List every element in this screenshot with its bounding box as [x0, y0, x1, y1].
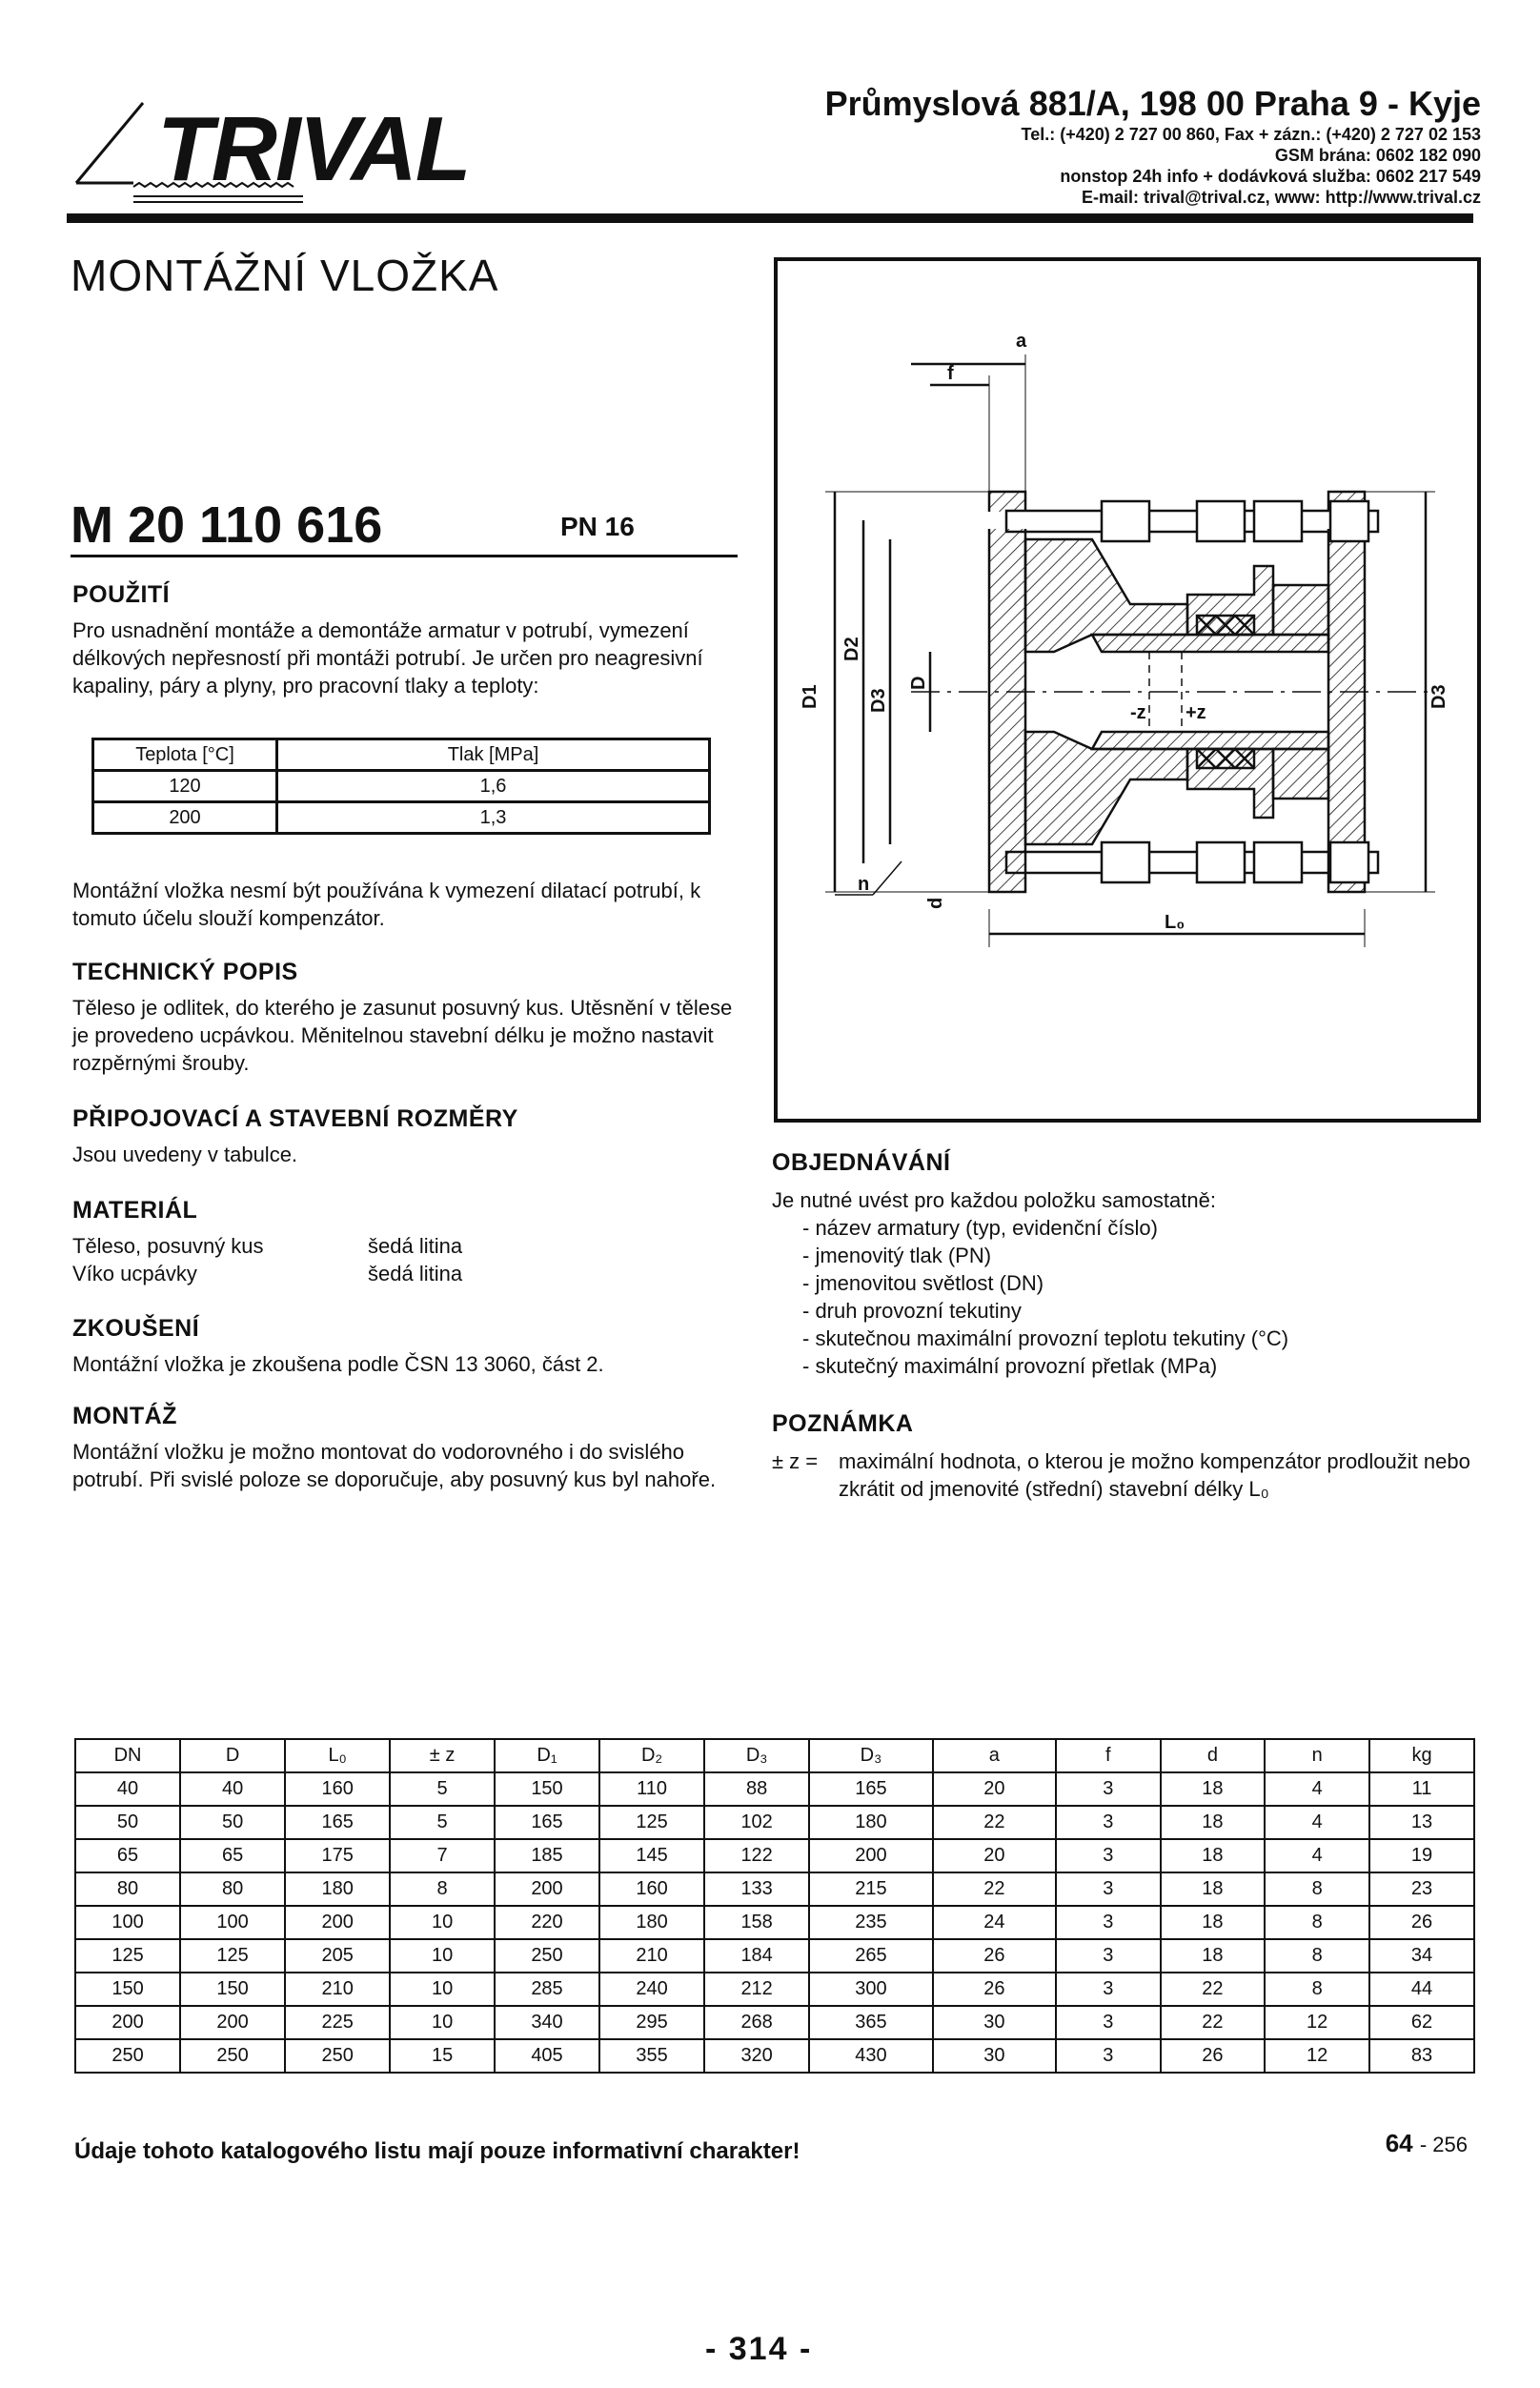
table-cell: 133 — [704, 1872, 809, 1906]
label-d2: D2 — [841, 637, 862, 661]
table-cell: 200 — [75, 2006, 180, 2039]
table-cell: 212 — [704, 1973, 809, 2006]
table-row — [75, 2006, 1474, 2039]
section-text: Jsou uvedeny v tabulce. — [72, 1143, 298, 1166]
table-cell: 210 — [599, 1939, 704, 1973]
table-cell: 10 — [390, 1973, 495, 2006]
table-header: Tlak [MPa] — [277, 739, 710, 771]
list-item: - skutečný maximální provozní přetlak (MPa) — [802, 1354, 1218, 1378]
warning-text: Montážní vložka nesmí být používána k vymezení dilatací potrubí, k tomuto účelu slouží kompenzátor. — [72, 879, 701, 930]
table-row — [75, 1772, 1474, 1806]
table-header: D₂ — [599, 1739, 704, 1772]
table-header: D₁ — [495, 1739, 599, 1772]
list-item: - název armatury (typ, evidenční číslo) — [802, 1216, 1158, 1240]
table-cell: 18 — [1161, 1906, 1266, 1939]
table-cell: 100 — [180, 1906, 285, 1939]
technical-drawing — [774, 257, 1481, 1123]
label-plus-z: +z — [1185, 702, 1206, 723]
table-header: L₀ — [285, 1739, 390, 1772]
table-header: d — [1161, 1739, 1266, 1772]
table-cell: 18 — [1161, 1939, 1266, 1973]
label-d3: D3 — [868, 688, 889, 713]
table-cell: 8 — [1265, 1872, 1369, 1906]
table-row — [75, 1806, 1474, 1839]
section-zkouseni — [72, 1315, 740, 1378]
table-cell: 220 — [495, 1906, 599, 1939]
table-header: DN — [75, 1739, 180, 1772]
table-cell: 4 — [1265, 1806, 1369, 1839]
table-cell: 8 — [1265, 1973, 1369, 2006]
table-cell: 3 — [1056, 1973, 1161, 2006]
table-cell: 125 — [599, 1806, 704, 1839]
assembly-drawing — [778, 261, 1477, 1119]
table-cell: 65 — [180, 1839, 285, 1872]
table-cell: 26 — [933, 1973, 1056, 2006]
contact-line: GSM brána: 0602 182 090 — [1274, 146, 1481, 165]
note-row — [772, 1447, 1477, 1503]
table-cell: 165 — [809, 1772, 933, 1806]
table-cell: 205 — [285, 1939, 390, 1973]
table-cell: 3 — [1056, 2006, 1161, 2039]
contact-line: Tel.: (+420) 2 727 00 860, Fax + zázn.: (+420) 2 727 02 153 — [1021, 125, 1481, 144]
material-value: šedá litina — [368, 1262, 463, 1285]
product-rule — [71, 555, 738, 557]
table-cell: 3 — [1056, 1939, 1161, 1973]
table-cell: 26 — [1161, 2039, 1266, 2073]
table-row — [93, 802, 710, 834]
table-header-row — [93, 739, 710, 771]
material-value: šedá litina — [368, 1234, 463, 1258]
section-poznamka — [772, 1410, 1477, 1503]
table-header: ± z — [390, 1739, 495, 1772]
table-cell: 120 — [93, 771, 277, 802]
section-heading: PŘIPOJOVACÍ A STAVEBNÍ ROZMĚRY — [72, 1105, 518, 1132]
table-cell: 7 — [390, 1839, 495, 1872]
table-row — [75, 1906, 1474, 1939]
section-heading: OBJEDNÁVÁNÍ — [772, 1149, 951, 1176]
table-cell: 4 — [1265, 1772, 1369, 1806]
section-text: Montážní vložku je možno montovat do vodorovného i do svislého potrubí. Při svislé poloze se doporučuje, aby posuvný kus byl nahoře. — [72, 1440, 717, 1491]
table-cell: 88 — [704, 1772, 809, 1806]
table-cell: 320 — [704, 2039, 809, 2073]
section-intro: Je nutné uvést pro každou položku samostatně: — [772, 1188, 1216, 1212]
header-rule — [67, 213, 1473, 223]
table-row — [75, 1939, 1474, 1973]
company-address: Průmyslová 881/A, 198 00 Praha 9 - Kyje — [824, 84, 1481, 123]
table-cell: 30 — [933, 2039, 1056, 2073]
table-cell: 184 — [704, 1939, 809, 1973]
table-cell: 160 — [285, 1772, 390, 1806]
table-row — [75, 2039, 1474, 2073]
table-cell: 200 — [93, 802, 277, 834]
table-cell: 3 — [1056, 1872, 1161, 1906]
section-objednavani — [772, 1149, 1477, 1380]
table-cell: 11 — [1369, 1772, 1474, 1806]
table-cell: 26 — [933, 1939, 1056, 1973]
list-item: - jmenovitou světlost (DN) — [802, 1271, 1044, 1295]
table-cell: 150 — [75, 1973, 180, 2006]
table-cell: 150 — [495, 1772, 599, 1806]
table-cell: 240 — [599, 1973, 704, 2006]
note-symbol: ± z = — [772, 1449, 819, 1473]
table-cell: 150 — [180, 1973, 285, 2006]
table-cell: 65 — [75, 1839, 180, 1872]
table-cell: 12 — [1265, 2039, 1369, 2073]
table-header: n — [1265, 1739, 1369, 1772]
table-cell: 83 — [1369, 2039, 1474, 2073]
footer-note: Údaje tohoto katalogového listu mají pouze informativní charakter! — [74, 2138, 800, 2164]
table-cell: 18 — [1161, 1872, 1266, 1906]
table-header: D — [180, 1739, 285, 1772]
section-pripojovaci — [72, 1105, 740, 1168]
section-text: Pro usnadnění montáže a demontáže armatur v potrubí, vymezení délkových nepřesností při montáži potrubí. Je určen pro neagresivní kapaliny, páry a plyny, pro pracovní tlaky a teploty: — [72, 618, 703, 698]
list-item: - druh provozní tekutiny — [802, 1299, 1022, 1323]
dimensions-table — [74, 1738, 1475, 2074]
table-header: D₃ — [809, 1739, 933, 1772]
table-cell: 34 — [1369, 1939, 1474, 1973]
table-cell: 125 — [180, 1939, 285, 1973]
table-cell: 80 — [75, 1872, 180, 1906]
page-code-sub: - 256 — [1419, 2133, 1468, 2156]
table-cell: 24 — [933, 1906, 1056, 1939]
label-f: f — [947, 363, 954, 384]
page-code — [1386, 2129, 1468, 2158]
table-cell: 10 — [390, 1906, 495, 1939]
table-header-row — [75, 1739, 1474, 1772]
table-row — [93, 771, 710, 802]
table-cell: 5 — [390, 1772, 495, 1806]
section-pouziti — [72, 581, 740, 699]
section-heading: POZNÁMKA — [772, 1410, 914, 1437]
table-cell: 268 — [704, 2006, 809, 2039]
page-number: - 314 - — [705, 2331, 813, 2367]
table-cell: 122 — [704, 1839, 809, 1872]
label-l0: L₀ — [1165, 912, 1185, 933]
material-part: Víko ucpávky — [72, 1262, 197, 1285]
table-cell: 180 — [599, 1906, 704, 1939]
table-cell: 285 — [495, 1973, 599, 2006]
table-cell: 50 — [75, 1806, 180, 1839]
table-cell: 44 — [1369, 1973, 1474, 2006]
product-code: M 20 110 616 — [71, 496, 383, 554]
order-list — [772, 1214, 1477, 1380]
material-part: Těleso, posuvný kus — [72, 1234, 264, 1258]
note-text: maximální hodnota, o kterou je možno kompenzátor prodloužit nebo zkrátit od jmenovité (střední) stavební délky L₀ — [839, 1449, 1470, 1501]
table-cell: 12 — [1265, 2006, 1369, 2039]
trival-logo — [67, 95, 470, 210]
table-cell: 160 — [599, 1872, 704, 1906]
table-cell: 3 — [1056, 1906, 1161, 1939]
table-cell: 8 — [390, 1872, 495, 1906]
pressure-nominal: PN 16 — [560, 512, 635, 541]
section-heading: POUŽITÍ — [72, 581, 171, 608]
section-text: Těleso je odlitek, do kterého je zasunut posuvný kus. Utěsnění v tělese je provedeno ucpávkou. Měnitelnou stavební délku je možno nastavit rozpěrnými šrouby. — [72, 996, 733, 1075]
table-cell: 15 — [390, 2039, 495, 2073]
drawing-geometry — [825, 354, 1435, 947]
table-cell: 165 — [495, 1806, 599, 1839]
table-cell: 13 — [1369, 1806, 1474, 1839]
table-cell: 250 — [180, 2039, 285, 2073]
table-cell: 110 — [599, 1772, 704, 1806]
table-cell: 8 — [1265, 1906, 1369, 1939]
label-n: n — [858, 874, 870, 895]
material-row — [72, 1260, 740, 1287]
table-cell: 40 — [75, 1772, 180, 1806]
table-cell: 23 — [1369, 1872, 1474, 1906]
section-heading: TECHNICKÝ POPIS — [72, 959, 298, 985]
table-cell: 295 — [599, 2006, 704, 2039]
table-cell: 430 — [809, 2039, 933, 2073]
list-item: - skutečnou maximální provozní teplotu tekutiny (°C) — [802, 1326, 1289, 1350]
table-cell: 215 — [809, 1872, 933, 1906]
contact-line: E-mail: trival@trival.cz, www: http://www.trival.cz — [1082, 188, 1481, 207]
table-cell: 10 — [390, 2006, 495, 2039]
label-minus-z: -z — [1130, 702, 1146, 723]
table-row — [75, 1872, 1474, 1906]
table-row — [75, 1839, 1474, 1872]
table-cell: 8 — [1265, 1939, 1369, 1973]
section-text: Montážní vložka je zkoušena podle ČSN 13 3060, část 2. — [72, 1352, 604, 1376]
table-cell: 225 — [285, 2006, 390, 2039]
table-cell: 5 — [390, 1806, 495, 1839]
table-cell: 180 — [809, 1806, 933, 1839]
contact-line: nonstop 24h info + dodávková služba: 0602 217 549 — [1060, 167, 1481, 186]
section-material — [72, 1197, 740, 1287]
table-cell: 185 — [495, 1839, 599, 1872]
table-cell: 22 — [1161, 2006, 1266, 2039]
table-cell: 20 — [933, 1839, 1056, 1872]
table-cell: 165 — [285, 1806, 390, 1839]
table-cell: 62 — [1369, 2006, 1474, 2039]
table-row — [75, 1973, 1474, 2006]
table-cell: 250 — [75, 2039, 180, 2073]
page-code-main: 64 — [1385, 2129, 1413, 2157]
table-cell: 3 — [1056, 1806, 1161, 1839]
section-technicky-popis — [72, 959, 740, 1077]
table-cell: 200 — [809, 1839, 933, 1872]
table-cell: 50 — [180, 1806, 285, 1839]
material-list — [72, 1232, 740, 1287]
table-cell: 3 — [1056, 1772, 1161, 1806]
document-title: MONTÁŽNÍ VLOŽKA — [71, 251, 499, 300]
table-cell: 20 — [933, 1772, 1056, 1806]
table-header: f — [1056, 1739, 1161, 1772]
table-header: D₃ — [704, 1739, 809, 1772]
label-a: a — [1016, 331, 1027, 352]
table-cell: 3 — [1056, 1839, 1161, 1872]
table-cell: 22 — [933, 1872, 1056, 1906]
label-d-bolt: d — [925, 897, 946, 909]
table-cell: 18 — [1161, 1806, 1266, 1839]
table-cell: 40 — [180, 1772, 285, 1806]
table-cell: 18 — [1161, 1839, 1266, 1872]
table-header: kg — [1369, 1739, 1474, 1772]
table-cell: 18 — [1161, 1772, 1266, 1806]
table-cell: 355 — [599, 2039, 704, 2073]
table-cell: 250 — [495, 1939, 599, 1973]
table-cell: 200 — [285, 1906, 390, 1939]
material-row — [72, 1232, 740, 1260]
table-cell: 405 — [495, 2039, 599, 2073]
section-montaz — [72, 1403, 740, 1493]
section-heading: ZKOUŠENÍ — [72, 1315, 200, 1342]
table-cell: 3 — [1056, 2039, 1161, 2073]
table-cell: 125 — [75, 1939, 180, 1973]
table-cell: 4 — [1265, 1839, 1369, 1872]
table-cell: 22 — [933, 1806, 1056, 1839]
pressure-table — [91, 738, 711, 835]
table-cell: 180 — [285, 1872, 390, 1906]
label-d: D — [908, 676, 929, 690]
table-cell: 30 — [933, 2006, 1056, 2039]
table-cell: 365 — [809, 2006, 933, 2039]
table-cell: 250 — [285, 2039, 390, 2073]
logo-text: TRIVAL — [157, 98, 470, 200]
table-cell: 300 — [809, 1973, 933, 2006]
table-cell: 158 — [704, 1906, 809, 1939]
company-info — [825, 84, 1481, 208]
table-cell: 10 — [390, 1939, 495, 1973]
section-heading: MONTÁŽ — [72, 1403, 177, 1429]
label-d3-right: D3 — [1429, 684, 1449, 709]
table-cell: 100 — [75, 1906, 180, 1939]
table-cell: 80 — [180, 1872, 285, 1906]
table-cell: 210 — [285, 1973, 390, 2006]
table-cell: 145 — [599, 1839, 704, 1872]
table-cell: 340 — [495, 2006, 599, 2039]
table-cell: 1,3 — [277, 802, 710, 834]
table-cell: 19 — [1369, 1839, 1474, 1872]
table-cell: 235 — [809, 1906, 933, 1939]
table-cell: 26 — [1369, 1906, 1474, 1939]
table-cell: 265 — [809, 1939, 933, 1973]
table-cell: 22 — [1161, 1973, 1266, 2006]
table-cell: 200 — [180, 2006, 285, 2039]
table-cell: 175 — [285, 1839, 390, 1872]
table-cell: 102 — [704, 1806, 809, 1839]
label-d1: D1 — [800, 684, 821, 709]
table-header: a — [933, 1739, 1056, 1772]
table-cell: 1,6 — [277, 771, 710, 802]
table-header: Teplota [°C] — [93, 739, 277, 771]
list-item: - jmenovitý tlak (PN) — [802, 1244, 992, 1267]
table-cell: 200 — [495, 1872, 599, 1906]
section-heading: MATERIÁL — [72, 1197, 198, 1224]
